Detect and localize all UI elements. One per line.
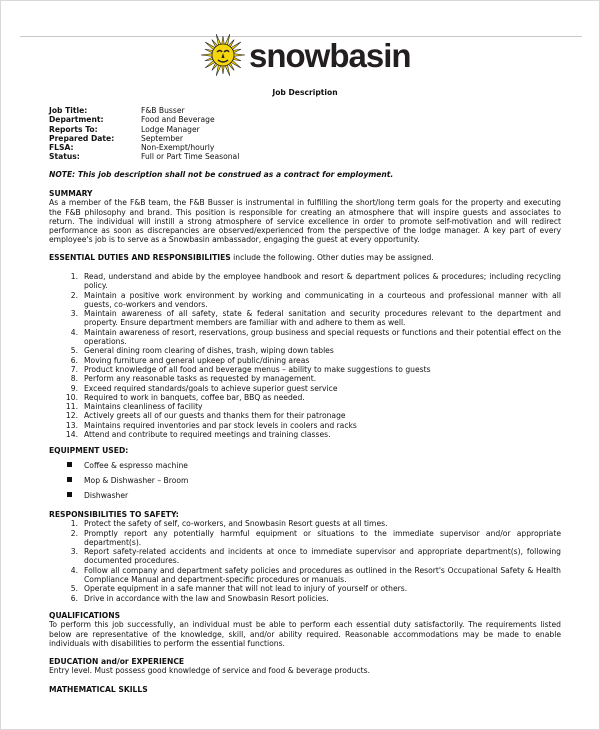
equipment-text: Dishwasher xyxy=(84,491,129,501)
square-bullet-icon xyxy=(67,462,72,467)
item-text: General dining room clearing of dishes, trash, wiping down tables xyxy=(84,346,334,356)
item-text: Maintains cleanliness of facility xyxy=(84,402,203,412)
item-number: 6. xyxy=(70,355,78,365)
item-text: Maintain a positive work environment by working and communicating in a courteous and professional manner with all guests, co-workers and vendors. xyxy=(84,290,561,309)
item-text: Maintain awareness of all safety, state & federal sanitation and security procedures relevant to the department and property. Ensure department members are familiar with and adhere to them as well. xyxy=(84,309,561,328)
item-text: Follow all company and department safety policies and procedures as outlined in the Resort's Occupational Safety & Health Compliance Manual and department-specific procedures or manuals. xyxy=(84,565,561,585)
document-title: Job Description xyxy=(272,88,338,97)
list-item xyxy=(49,529,561,548)
item-number: 4. xyxy=(70,565,78,575)
info-value: Full or Part Time Seasonal xyxy=(141,152,240,162)
info-label: Reports To: xyxy=(49,124,98,134)
square-bullet-icon xyxy=(67,492,72,497)
info-row xyxy=(49,125,561,134)
duties-list xyxy=(49,272,561,439)
info-value: Non-Exempt/hourly xyxy=(141,143,215,153)
info-value: September xyxy=(141,133,183,143)
safety-section xyxy=(49,510,561,603)
list-item xyxy=(49,519,561,528)
info-label: Prepared Date: xyxy=(49,133,115,143)
info-value: Lodge Manager xyxy=(141,124,200,134)
logo-wordmark: snowbasin xyxy=(249,36,411,74)
item-number: 5. xyxy=(70,346,78,356)
equipment-item xyxy=(49,491,561,506)
list-item xyxy=(49,594,561,603)
qualifications-text: To perform this job successfully, an individual must be able to perform each essential duty satisfactorily. The requirements listed below are representative of the knowledge, skill, and/or ability required. Reasonable accommodations may be made to enable individuals with disabilities to perform the essential functions. xyxy=(49,620,561,648)
safety-heading: RESPONSIBILITIES TO SAFETY: xyxy=(49,510,179,519)
list-item xyxy=(49,411,561,420)
item-number: 14. xyxy=(65,430,78,440)
info-label: FLSA: xyxy=(49,143,74,153)
item-text: Required to work in banquets, coffee bar, BBQ as needed. xyxy=(84,392,305,402)
list-item xyxy=(49,356,561,365)
info-label: Status: xyxy=(49,152,80,162)
list-item xyxy=(49,309,561,328)
list-item xyxy=(49,402,561,411)
item-text: Moving furniture and general upkeep of public/dining areas xyxy=(84,355,310,365)
summary-text: As a member of the F&B team, the F&B Busser is instrumental in fulfilling the short/long term goals for the property and executing the F&B philosophy and brand. This position is responsible for creating an atmosphere that will inspire guests and associates to return. The individual will instill a strong atmosphere of service excellence in order to promote self-motivation and will redirect performance as soon as discrepancies are observed/experienced from the perspective of the lodge manager. A key part of every employee's job is to serve as a Snowbasin ambassador, engaging the guest at every opportunity. xyxy=(49,198,561,245)
list-item xyxy=(49,393,561,402)
item-number: 2. xyxy=(70,528,78,538)
sun-ray xyxy=(201,54,213,57)
equipment-section xyxy=(49,446,561,506)
sun-face-icon xyxy=(200,32,246,78)
item-text: Maintain awareness of resort, reservations, group business and special requests or functions and their potential effect on the operations. xyxy=(84,327,561,347)
info-row xyxy=(49,152,561,161)
info-value: F&B Busser xyxy=(141,106,185,115)
item-number: 2. xyxy=(70,290,78,300)
square-bullet-icon xyxy=(67,477,72,482)
list-item xyxy=(49,346,561,355)
job-info xyxy=(49,106,561,162)
item-number: 11. xyxy=(65,402,78,412)
item-number: 10. xyxy=(65,392,78,402)
education-heading: EDUCATION and/or EXPERIENCE xyxy=(49,657,185,666)
list-item xyxy=(49,291,561,310)
info-label: Department: xyxy=(49,115,104,125)
list-item xyxy=(49,566,561,585)
item-text: Perform any reasonable tasks as requested by management. xyxy=(84,374,317,384)
item-number: 1. xyxy=(70,519,78,529)
item-text: Report safety-related accidents and incidents at once to immediate supervisor and appropriate department(s), following documented procedures. xyxy=(84,547,561,566)
info-row xyxy=(49,134,561,143)
item-text: Drive in accordance with the law and Snowbasin Resort policies. xyxy=(84,593,329,603)
list-item xyxy=(49,374,561,383)
list-item xyxy=(49,421,561,430)
list-item xyxy=(49,584,561,593)
equipment-text: Mop & Dishwasher – Broom xyxy=(84,476,189,486)
item-text: Exceed required standards/goals to achieve superior guest service xyxy=(84,383,338,393)
item-text: Read, understand and abide by the employee handbook and resort & department polices & procedures; including recycling policy. xyxy=(84,272,561,291)
item-number: 5. xyxy=(70,584,78,594)
list-item xyxy=(49,430,561,439)
item-text: Product knowledge of all food and beverage menus – ability to make suggestions to guests xyxy=(84,364,431,374)
info-row xyxy=(49,143,561,152)
item-text: Promptly report any potentially harmful equipment or situations to the immediate supervisor and/or appropriate department(s). xyxy=(84,528,561,547)
item-number: 4. xyxy=(70,327,78,337)
equipment-item xyxy=(49,461,561,476)
list-item xyxy=(49,365,561,374)
summary-section xyxy=(49,189,561,245)
info-row xyxy=(49,106,561,115)
duties-intro: include the following. Other duties may be assigned. xyxy=(230,253,434,262)
education-section xyxy=(49,657,561,676)
equipment-heading: EQUIPMENT USED: xyxy=(49,446,129,455)
item-number: 13. xyxy=(65,420,78,430)
list-item xyxy=(49,384,561,393)
item-text: Actively greets all of our guests and thanks them for their patronage xyxy=(84,411,346,421)
item-number: 3. xyxy=(70,309,78,319)
list-item xyxy=(49,272,561,291)
item-text: Maintains required inventories and par stock levels in coolers and racks xyxy=(84,420,357,430)
item-number: 6. xyxy=(70,593,78,603)
math-heading: MATHEMATICAL SKILLS xyxy=(49,685,148,694)
item-number: 8. xyxy=(70,374,78,384)
item-number: 1. xyxy=(70,272,78,281)
qualifications-heading: QUALIFICATIONS xyxy=(49,611,121,620)
item-number: 7. xyxy=(70,364,78,374)
item-text: Attend and contribute to required meetings and training classes. xyxy=(84,430,331,440)
item-text: Operate equipment in a safe manner that will not lead to injury of yourself or others. xyxy=(84,584,408,594)
info-row xyxy=(49,115,561,124)
item-number: 12. xyxy=(65,411,78,421)
equipment-text: Coffee & espresso machine xyxy=(84,461,188,471)
summary-heading: SUMMARY xyxy=(49,189,93,198)
qualifications-section xyxy=(49,611,561,648)
info-label: Job Title: xyxy=(49,106,88,115)
list-item xyxy=(49,328,561,347)
info-value: Food and Beverage xyxy=(141,115,215,125)
snowbasin-logo xyxy=(200,32,411,78)
education-text: Entry level. Must possess good knowledge of service and food & beverage products. xyxy=(49,666,371,676)
duties-heading: ESSENTIAL DUTIES AND RESPONSIBILITIES xyxy=(49,253,231,262)
list-item xyxy=(49,547,561,566)
sun-ray xyxy=(233,54,245,57)
item-text: Protect the safety of self, co-workers, and Snowbasin Resort guests at all times. xyxy=(84,519,388,529)
note: NOTE: This job description shall not be construed as a contract for employment. xyxy=(49,170,394,179)
item-number: 3. xyxy=(70,547,78,557)
item-number: 9. xyxy=(70,383,78,393)
equipment-item xyxy=(49,476,561,491)
duties-heading-line xyxy=(49,253,561,262)
